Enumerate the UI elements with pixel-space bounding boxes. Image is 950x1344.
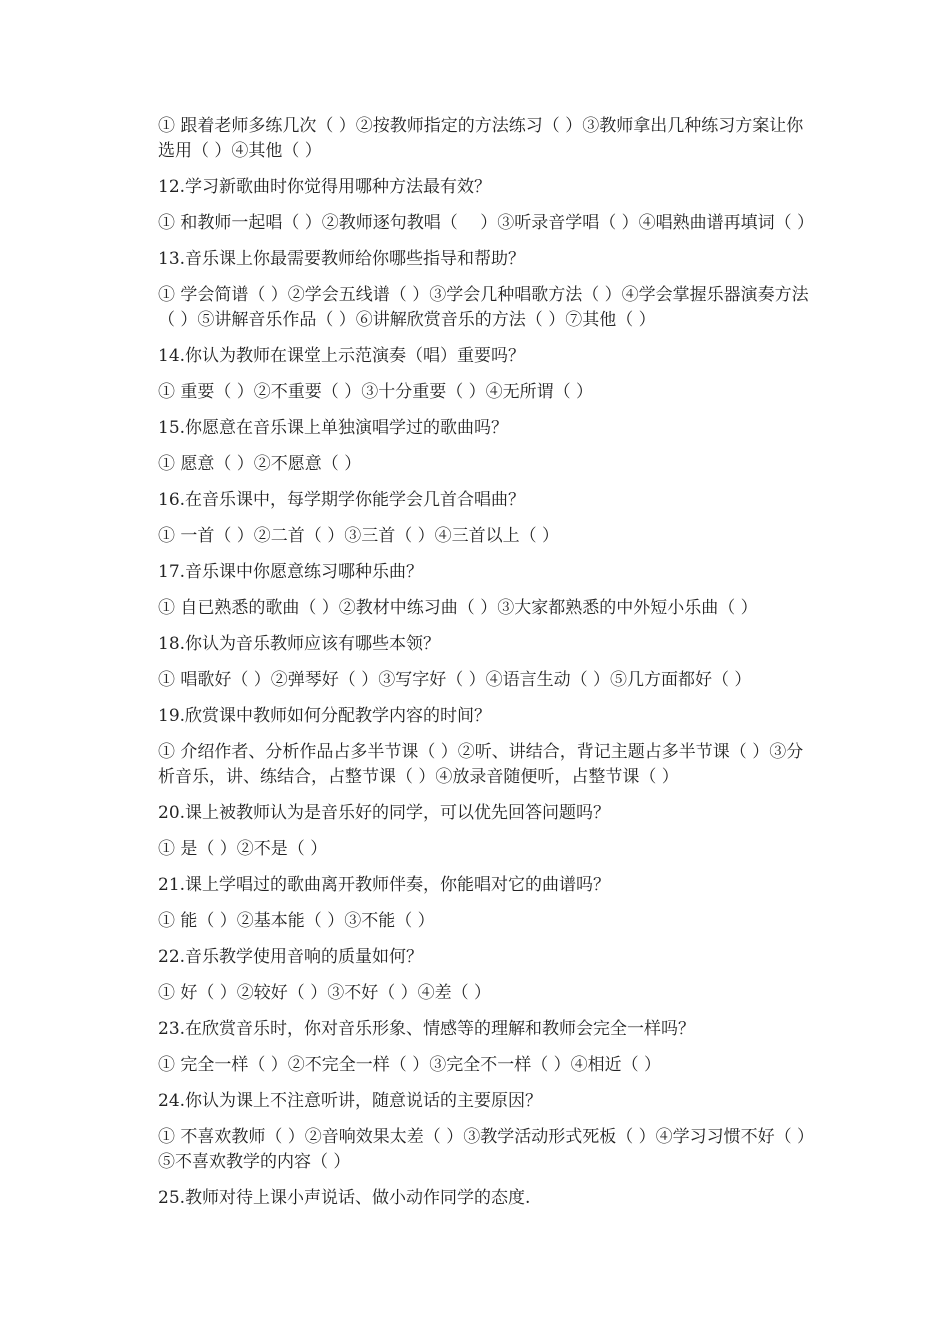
question-22: 22.音乐教学使用音响的质量如何？ (158, 947, 424, 967)
options-q24: ① 不喜欢教师（ ）②音响效果太差（ ）③教学活动形式死板（ ）④学习习惯不好（ ）⑤不喜欢教学的内容（ ） (158, 1127, 806, 1172)
options-q15: ① 愿意（ ）②不愿意（ ） (158, 454, 362, 474)
question-23: 23.在欣赏音乐时，你对音乐形象、情感等的理解和教师会完全一样吗？ (158, 1019, 696, 1039)
question-18: 18.你认为音乐教师应该有哪些本领？ (158, 634, 441, 654)
question-15: 15.你愿意在音乐课上单独演唱学过的歌曲吗？ (158, 418, 509, 438)
options-q11: ① 跟着老师多练几次（ ）②按教师指定的方法练习（ ）③教师拿出几种练习方案让你选用（ ）④其他（ ） (158, 116, 804, 161)
options-q17: ① 自已熟悉的歌曲（ ）②教材中练习曲（ ）③大家都熟悉的中外短小乐曲（ ） (158, 598, 758, 618)
question-17: 17.音乐课中你愿意练习哪种乐曲？ (158, 562, 424, 582)
options-q16: ① 一首（ ）②二首（ ）③三首（ ）④三首以上（ ） (158, 526, 560, 546)
question-20: 20.课上被教师认为是音乐好的同学，可以优先回答问题吗？ (158, 803, 611, 823)
options-q21: ① 能（ ）②基本能（ ）③不能（ ） (158, 911, 435, 931)
question-21: 21.课上学唱过的歌曲离开教师伴奏，你能唱对它的曲谱吗？ (158, 875, 611, 895)
options-q13: ① 学会简谱（ ）②学会五线谱（ ）③学会几种唱歌方法（ ）④学会掌握乐器演奏方法（ ）⑤讲解音乐作品（ ）⑥讲解欣赏音乐的方法（ ）⑦其他（ ） (158, 285, 809, 330)
question-24: 24.你认为课上不注意听讲，随意说话的主要原因？ (158, 1091, 543, 1111)
options-q23: ① 完全一样（ ）②不完全一样（ ）③完全不一样（ ）④相近（ ） (158, 1055, 662, 1075)
question-12: 12.学习新歌曲时你觉得用哪种方法最有效？ (158, 177, 492, 197)
question-25: 25.教师对待上课小声说话、做小动作同学的态度. (158, 1188, 531, 1208)
options-q19: ① 介绍作者、分析作品占多半节课（ ）②听、讲结合，背记主题占多半节课（ ）③分析音乐，讲、练结合，占整节课（ ）④放录音随便听，占整节课（ ） (158, 742, 804, 787)
question-19: 19.欣赏课中教师如何分配教学内容的时间？ (158, 706, 492, 726)
question-16: 16.在音乐课中，每学期学你能学会几首合唱曲？ (158, 490, 526, 510)
options-q22: ① 好（ ）②较好（ ）③不好（ ）④差（ ） (158, 983, 492, 1003)
document-page (158, 114, 813, 1211)
options-q12: ① 和教师一起唱（ ）②教师逐句教唱（ ）③听录音学唱（ ）④唱熟曲谱再填词（ ） (158, 213, 815, 233)
options-q18: ① 唱歌好（ ）②弹琴好（ ）③写字好（ ）④语言生动（ ）⑤几方面都好（ ） (158, 670, 752, 690)
options-q14: ① 重要（ ）②不重要（ ）③十分重要（ ）④无所谓（ ） (158, 382, 594, 402)
question-14: 14.你认为教师在课堂上示范演奏（唱）重要吗？ (158, 346, 526, 366)
options-q20: ① 是（ ）②不是（ ） (158, 839, 328, 859)
question-13: 13.音乐课上你最需要教师给你哪些指导和帮助？ (158, 249, 526, 269)
